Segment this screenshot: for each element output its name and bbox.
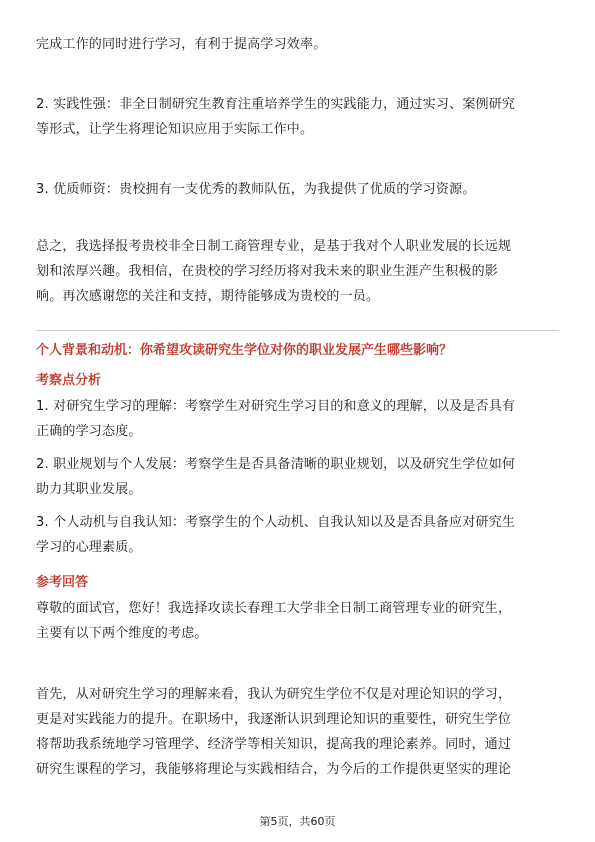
text-line: 3. 个人动机与自我认知：考察学生的个人动机、自我认知以及是否具备应对研究生 xyxy=(36,515,516,530)
question-title: 个人背景和动机：你希望攻读研究生学位对你的职业发展产生哪些影响？ xyxy=(36,343,453,358)
analysis-item-2 xyxy=(36,452,560,502)
text-line: 1. 对研究生学习的理解：考察学生对研究生学习目的和意义的理解，以及是否具有 xyxy=(36,399,516,414)
text-line: 学习的心理素质。 xyxy=(36,540,142,555)
summary-paragraph xyxy=(36,234,560,309)
text-line: 完成工作的同时进行学习，有利于提高学习效率。 xyxy=(36,37,327,52)
text-line: 3. 优质师资：贵校拥有一支优秀的教师队伍，为我提供了优质的学习资源。 xyxy=(36,182,476,197)
text-line: 尊敬的面试官，您好！我选择攻读长春理工大学非全日制工商管理专业的研究生， xyxy=(36,601,512,616)
reference-intro-paragraph xyxy=(36,596,560,646)
page-number: 第5页，共60页 xyxy=(259,815,336,828)
text-line: 主要有以下两个维度的考虑。 xyxy=(36,626,208,641)
analysis-item-3 xyxy=(36,510,560,560)
text-line: 首先，从对研究生学习的理解来看，我认为研究生学位不仅是对理论知识的学习， xyxy=(36,687,512,702)
text-line: 2. 实践性强：非全日制研究生教育注重培养学生的实践能力，通过实习、案例研究 xyxy=(36,97,516,112)
teachers-point-paragraph xyxy=(36,177,560,202)
text-line: 更是对实践能力的提升。在职场中，我逐渐认识到理论知识的重要性，研究生学位 xyxy=(36,712,512,727)
text-line: 正确的学习态度。 xyxy=(36,424,142,439)
practice-point-paragraph xyxy=(36,92,560,142)
text-line: 研究生课程的学习，我能够将理论与实践相结合，为今后的工作提供更坚实的理论 xyxy=(36,762,512,777)
analysis-item-1 xyxy=(36,394,560,444)
reference-heading: 参考回答 xyxy=(36,575,89,590)
text-line: 助力其职业发展。 xyxy=(36,482,142,497)
text-line: 2. 职业规划与个人发展：考察学生是否具备清晰的职业规划，以及研究生学位如何 xyxy=(36,457,516,472)
text-line: 总之，我选择报考贵校非全日制工商管理专业，是基于我对个人职业发展的长远规 xyxy=(36,239,512,254)
reference-first-paragraph xyxy=(36,682,560,782)
top-fragment-paragraph xyxy=(36,32,560,57)
section-divider xyxy=(36,330,559,331)
analysis-heading: 考察点分析 xyxy=(36,373,102,388)
text-line: 划和浓厚兴趣。我相信，在贵校的学习经历将对我未来的职业生涯产生积极的影 xyxy=(36,264,499,279)
text-line: 等形式，让学生将理论知识应用于实际工作中。 xyxy=(36,122,314,137)
text-line: 将帮助我系统地学习管理学、经济学等相关知识，提高我的理论素养。同时，通过 xyxy=(36,737,512,752)
text-line: 响。再次感谢您的关注和支持，期待能够成为贵校的一员。 xyxy=(36,289,380,304)
